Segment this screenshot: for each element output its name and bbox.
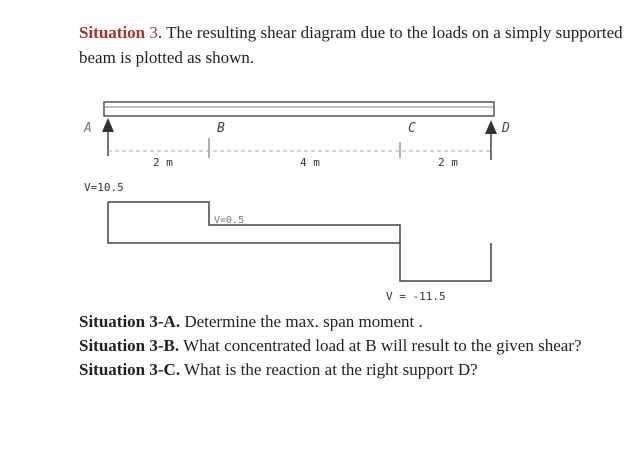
shear-label-v1: V=10.5	[84, 181, 124, 194]
question-3b-label: Situation 3-B.	[79, 336, 180, 355]
questions	[79, 310, 639, 382]
point-a-label: A	[84, 121, 92, 136]
beam-shear-figure	[78, 96, 528, 306]
question-3a-text: Determine the max. span moment .	[180, 312, 423, 331]
question-3b-text: What concentrated load at B will result to the given shear?	[179, 336, 582, 355]
question-3c	[79, 358, 639, 382]
point-c-label: C	[408, 121, 416, 136]
situation-intro	[79, 20, 629, 70]
span-cd-label: 2 m	[438, 156, 458, 169]
question-3c-label: Situation 3-C.	[79, 360, 181, 379]
right-reaction-arrow	[485, 120, 497, 160]
question-3c-text: What is the reaction at the right support D?	[180, 360, 478, 379]
shear-diagram	[108, 202, 491, 281]
shear-diagram-upper	[108, 202, 400, 243]
shear-label-v3: V = -11.5	[386, 290, 446, 303]
point-b-label: B	[217, 121, 225, 136]
span-bc-label: 4 m	[300, 156, 320, 169]
span-ab-label: 2 m	[153, 156, 173, 169]
situation-label: Situation	[79, 23, 146, 42]
situation-text: . The resulting shear diagram due to the loads on a simply supported beam is plotted as shown.	[79, 23, 623, 67]
question-3a	[79, 310, 639, 334]
question-3a-label: Situation 3-A.	[79, 312, 181, 331]
situation-number: 3	[149, 23, 158, 42]
question-3b	[79, 334, 639, 358]
shear-label-v2: V=0.5	[214, 215, 245, 226]
left-reaction-arrow	[102, 118, 114, 156]
point-d-label: D	[502, 121, 510, 136]
beam	[104, 102, 494, 116]
